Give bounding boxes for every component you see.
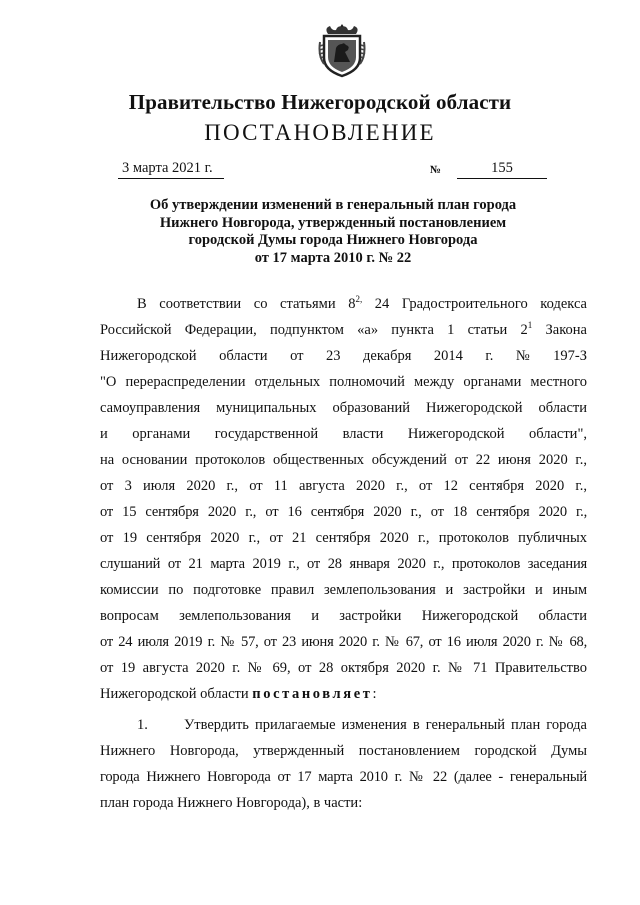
item-line: города Нижнего Новгорода от 17 марта 2010 г. № 22 (далее - генеральный <box>100 769 587 785</box>
item-line: 1. Утвердить прилагаемые изменения в генеральный план города <box>137 717 587 733</box>
number-sign: № <box>430 164 442 176</box>
paragraph-line: комиссии по подготовке правил землепользования и застройки и иным <box>100 582 587 598</box>
paragraph-line: на основании протоколов общественных обсуждений от 22 июня 2020 г., <box>100 452 587 468</box>
subject-line: Об утверждении изменений в генеральный план города <box>149 197 517 213</box>
subject-line: городской Думы города Нижнего Новгорода <box>188 232 478 248</box>
document-number: 155 <box>457 160 547 179</box>
paragraph-line: и органами государственной власти Нижегородской области", <box>100 426 587 442</box>
paragraph-line <box>100 684 587 704</box>
superscript: 1 <box>527 320 533 331</box>
subject-line: от 17 марта 2010 г. № 22 <box>254 249 412 266</box>
item-line: план города Нижнего Новгорода), в части: <box>100 795 363 811</box>
paragraph-line: от 24 июля 2019 г. № 57, от 23 июня 2020 г. № 67, от 16 июля 2020 г. № 68, <box>100 634 587 650</box>
subject-line: Нижнего Новгорода, утвержденный постановлением <box>159 214 507 231</box>
paragraph-line <box>100 320 587 340</box>
paragraph-line: "О перераспределении отдельных полномочий между органами местного <box>100 374 587 390</box>
paragraph-line: от 19 сентября 2020 г., от 21 сентября 2020 г., протоколов публичных <box>100 530 587 546</box>
superscript: 2, <box>355 294 363 305</box>
item-line: Нижнего Новгорода, утвержденный постановлением городской Думы <box>100 743 587 759</box>
paragraph-line: от 15 сентября 2020 г., от 16 сентября 2020 г., от 18 сентября 2020 г., <box>100 504 587 520</box>
text-run: 24 Градостроительного кодекса <box>362 296 587 312</box>
document-type: ПОСТАНОВЛЕНИЕ <box>204 120 436 145</box>
text-run: : <box>372 686 377 702</box>
text-run: Нижегородской области <box>100 686 253 702</box>
paragraph-line: слушаний от 21 марта 2019 г., от 28 января 2020 г., протоколов заседания <box>100 556 587 572</box>
paragraph-line: от 3 июля 2020 г., от 11 августа 2020 г., от 12 сентября 2020 г., <box>100 478 587 494</box>
paragraph-line: от 19 августа 2020 г. № 69, от 28 октября 2020 г. № 71 Правительство <box>100 660 587 676</box>
text-run: Закона <box>532 322 587 338</box>
text-run: Российской Федерации, подпунктом «а» пункта 1 статьи 2 <box>100 322 528 338</box>
paragraph-line: самоуправления муниципальных образований Нижегородской области <box>100 400 587 416</box>
document-date: 3 марта 2021 г. <box>118 160 224 179</box>
paragraph-line: Нижегородской области от 23 декабря 2014 г. № 197-З <box>100 348 587 364</box>
paragraph-line <box>137 294 587 314</box>
document-subject <box>100 197 566 267</box>
coat-of-arms-emblem <box>318 22 366 78</box>
text-run: В соответствии со статьями 8 <box>137 296 356 312</box>
paragraph-line: вопросам землепользования и застройки Нижегородской области <box>100 608 587 624</box>
government-title: Правительство Нижегородской области <box>128 90 512 114</box>
decree-verb: постановляет <box>252 686 373 702</box>
